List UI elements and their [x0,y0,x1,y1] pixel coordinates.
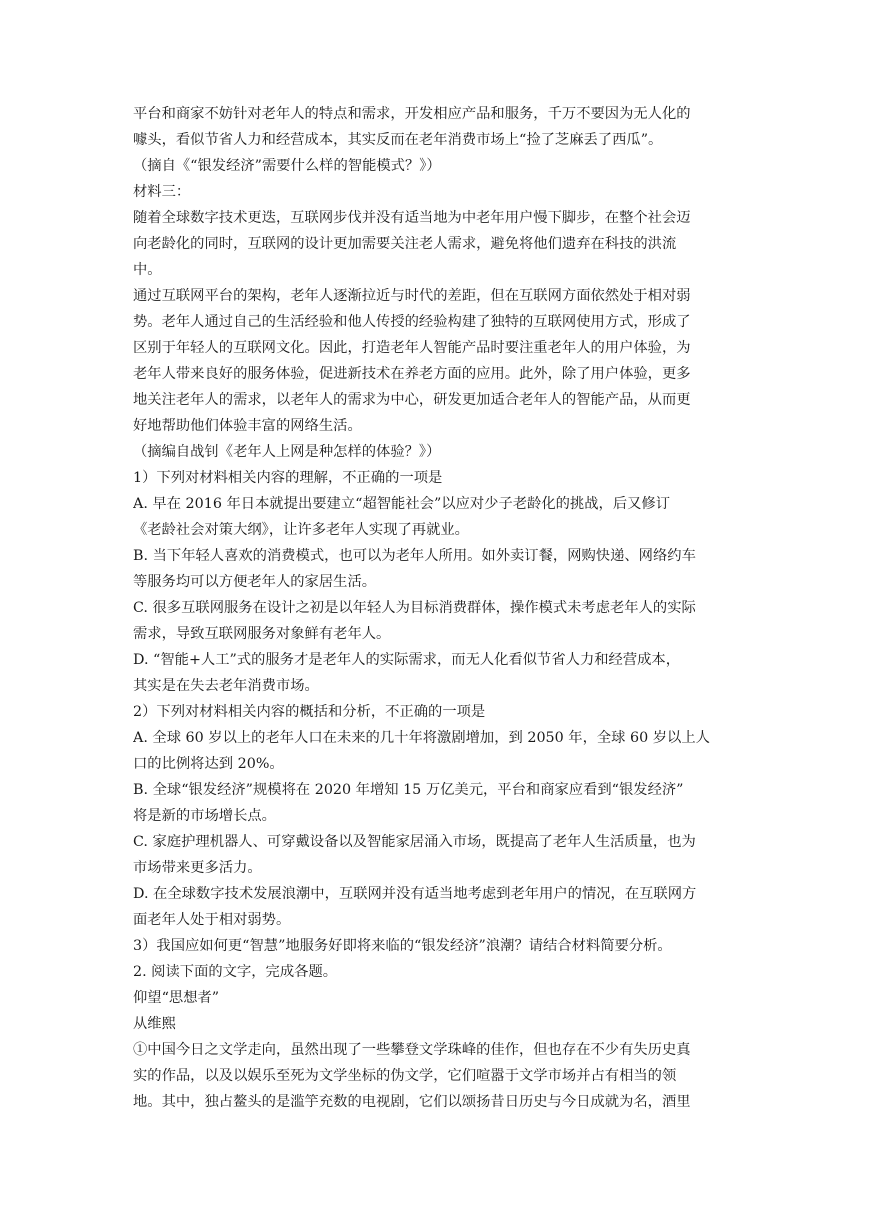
text-line: ①中国今日之文学走向，虽然出现了一些攀登文学珠峰的佳作，但也存在不少有失历史真 [133,1042,691,1058]
option-line: 其实是在失去老年消费市场。 [133,678,319,694]
text-line: 实的作品，以及以娱乐至死为文学坐标的伪文学，它们喧嚣于文学市场并占有相当的领 [133,1068,677,1084]
option-line: 口的比例将达到 20%。 [133,756,284,772]
text-line: 噱头，看似节省人力和经营成本，其实反而在老年消费市场上“捡了芝麻丢了西瓜”。 [133,132,663,148]
option-line: 市场带来更多活力。 [133,860,262,876]
option-line: B. 当下年轻人喜欢的消费模式，也可以为老年人所用。如外卖订餐，网购快递、网络约车 [133,548,696,564]
article-title: 仰望“思想者” [133,990,220,1006]
option-line: D. 在全球数字技术发展浪潮中，互联网并没有适当地考虑到老年用户的情况，在互联网方 [133,886,697,902]
option-line: 《老龄社会对策大纲》，让许多老年人实现了再就业。 [133,522,469,538]
question-line: 2）下列对材料相关内容的概括和分析，不正确的一项是 [133,704,486,720]
citation-line: （摘编自战钊《老年人上网是种怎样的体验？》） [133,444,441,460]
text-line: 势。老年人通过自己的生活经验和他人传授的经验构建了独特的互联网使用方式，形成了 [133,314,691,330]
text-line: 地。其中，独占鳌头的是滥竽充数的电视剧，它们以颂扬昔日历史与今日成就为名，酒里 [133,1094,691,1110]
section-heading: 材料三： [133,184,191,200]
text-line: 平台和商家不妨针对老年人的特点和需求，开发相应产品和服务，千万不要因为无人化的 [133,106,691,122]
citation-line: （摘自《“银发经济”需要什么样的智能模式？》） [133,158,441,174]
question-line: 2. 阅读下面的文字，完成各题。 [133,964,338,980]
text-line: 向老龄化的同时，互联网的设计更加需要关注老人需求，避免将他们遗弃在科技的洪流 [133,236,677,252]
article-author: 从维熙 [133,1016,176,1032]
text-line: 区别于年轻人的互联网文化。因此，打造老年人智能产品时要注重老年人的用户体验，为 [133,340,691,356]
question-line: 1）下列对材料相关内容的理解，不正确的一项是 [133,470,443,486]
text-line: 随着全球数字技术更迭，互联网步伐并没有适当地为中老年用户慢下脚步，在整个社会迈 [133,210,691,226]
option-line: 等服务均可以方便老年人的家居生活。 [133,574,377,590]
text-line: 中。 [133,262,162,278]
text-line: 好地帮助他们体验丰富的网络生活。 [133,418,362,434]
option-line: C. 家庭护理机器人、可穿戴设备以及智能家居涌入市场，既提高了老年人生活质量，也为 [133,834,696,850]
option-line: 将是新的市场增长点。 [133,808,276,824]
text-line: 地关注老年人的需求，以老年人的需求为中心，研发更加适合老年人的智能产品，从而更 [133,392,691,408]
text-line: 老年人带来良好的服务体验，促进新技术在养老方面的应用。此外，除了用户体验，更多 [133,366,691,382]
question-line: 3）我国应如何更“智慧”地服务好即将来临的“银发经济”浪潮？请结合材料简要分析。 [133,938,672,954]
option-line: B. 全球“银发经济”规模将在 2020 年增知 15 万亿美元，平台和商家应看到“银发经济” [133,782,684,798]
option-line: C. 很多互联网服务在设计之初是以年轻人为目标消费群体，操作模式未考虑老年人的实际 [133,600,696,616]
option-line: 面老年人处于相对弱势。 [133,912,291,928]
text-line: 通过互联网平台的架构，老年人逐渐拉近与时代的差距，但在互联网方面依然处于相对弱 [133,288,691,304]
option-line: A. 早在 2016 年日本就提出要建立“超智能社会”以应对少子老龄化的挑战，后又修订 [133,496,671,512]
option-line: D. “智能+人工”式的服务才是老年人的实际需求，而无人化看似节省人力和经营成本， [133,652,681,668]
option-line: A. 全球 60 岁以上的老年人口在未来的几十年将激剧增加，到 2050 年，全球 60 岁以上人 [133,730,710,746]
option-line: 需求，导致互联网服务对象鲜有老年人。 [133,626,391,642]
